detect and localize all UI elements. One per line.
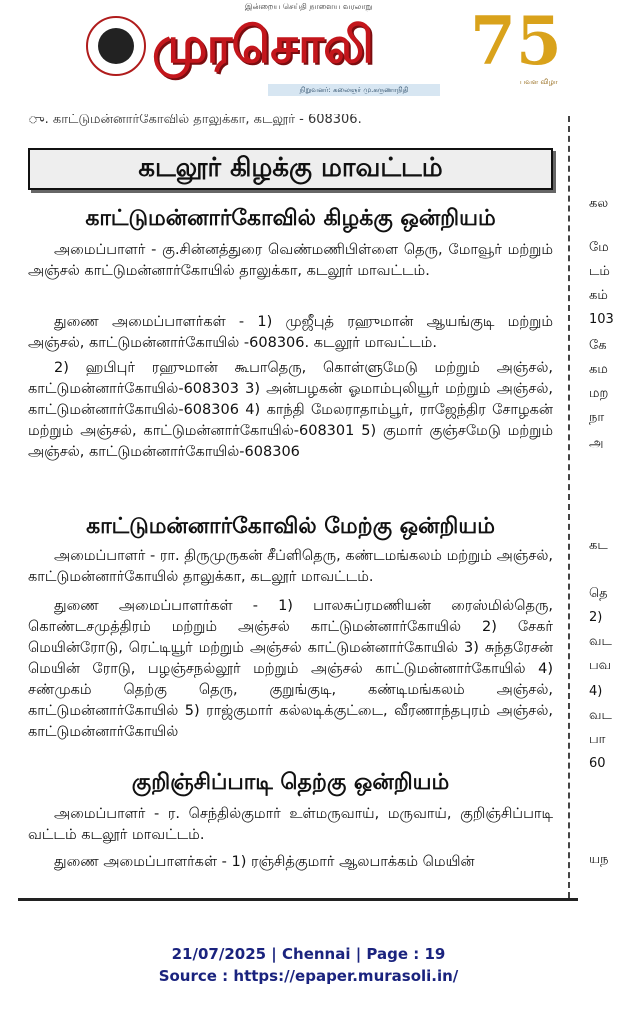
founder-strip: நிறுவனர்: கலைஞர் மு.கருணாநிதி: [268, 84, 440, 96]
clipped-fragment: நா: [589, 410, 605, 425]
clipped-fragment: 4): [589, 684, 603, 699]
source-link[interactable]: Source : https://epaper.murasoli.in/: [158, 967, 459, 985]
clipped-fragment: கே: [589, 338, 607, 353]
clipped-fragment: கல: [589, 196, 609, 211]
section-heading-kurinjipadi-south: குறிஞ்சிப்பாடி தெற்கு ஒன்றியம்: [131, 770, 450, 795]
clipped-fragment: 2): [589, 610, 603, 625]
section-paragraph: அமைப்பாளர் - ர. செந்தில்குமார் உள்மருவாய், மருவாய், குறிஞ்சிப்பாடி வட்டம் கடலூர் மாவட்டம்.: [28, 806, 553, 843]
clipped-fragment: பவ: [589, 658, 612, 673]
column-divider: [568, 116, 570, 898]
section-paragraph: துணை அமைப்பாளர்கள் - 1) ரஞ்சித்குமார் ஆலபாக்கம் மெயின்: [54, 854, 475, 870]
clipped-fragment: பா: [589, 732, 606, 747]
section-paragraph: துணை அமைப்பாளர்கள் - 1) பாலசுப்ரமணியன் ரைஸ்மில்தெரு, கொண்டசமுத்திரம் மற்றும் அஞ்சல் காட்டுமன்னார்கோயில் 2) சேகர் மெயின்ரோடு, ரெட்டியூர் மற்றும் அஞ்சல் காட்டுமன்னார்கோயில் 3) சுந்தரேசன் மெயின் ரோடு, பழஞ்சநல்லூர் மற்றும் அஞ்சல் காட்டுமன்னார்கோயில் 4) சண்முகம் தெற்கு தெரு, குறுங்குடி, கண்டிமங்கலம் அஞ்சல், காட்டுமன்னார்கோயில் 5) ராஜ்குமார் கல்லடிக்குட்டை, வீரணாந்தபுரம் அஞ்சல், காட்டுமன்னார்கோயில்: [28, 598, 553, 740]
district-title: கடலூர் கிழக்கு மாவட்டம்: [28, 148, 553, 190]
cut-off-line: ு. காட்டுமன்னார்கோவில் தாலுக்கா, கடலூர் - 608306.: [28, 114, 362, 126]
section-heading-kattumannarkoil-west: காட்டுமன்னார்கோவில் மேற்கு ஒன்றியம்: [86, 514, 495, 539]
clipped-fragment: அ: [589, 436, 604, 451]
clipped-fragment: 60: [589, 756, 606, 771]
section-paragraph: 2) ஹபிபுர் ரஹுமான் கூபாதெரு, கொள்ளுமேடு மற்றும் அஞ்சல், காட்டுமன்னார்கோயில்-608303 3) அன்பழகன் ஓமாம்புலியூர் மற்றும் அஞ்சல், காட்டுமன்னார்கோயில்-608306 4) காந்தி மேலராதாம்பூர், ராஜேந்திர சோழகன் மற்றும் அஞ்சல், காட்டுமன்னார்கோயில்-608301 5) குமார் குஞ்சமேடு மற்றும் அஞ்சல், காட்டுமன்னார்கோயில்-608306: [28, 360, 553, 460]
page-footer: [0, 943, 617, 987]
section-paragraph: அமைப்பாளர் - கு.சின்னத்துரை வெண்மணிபிள்ளை தெரு, மோவூர் மற்றும் அஞ்சல் காட்டுமன்னார்கோயில் தாலுக்கா, கடலூர் மாவட்டம்.: [28, 242, 553, 279]
clipped-fragment: கம: [589, 362, 608, 377]
section-paragraph: அமைப்பாளர் - ரா. திருமுருகன் சீப்ளிதெரு, கண்டமங்கலம் மற்றும் அஞ்சல், காட்டுமன்னார்கோயில் தாலுக்கா, கடலூர் மாவட்டம்.: [28, 548, 553, 585]
section-paragraph: துணை அமைப்பாளர்கள் - 1) முஜீபுத் ரஹுமான் ஆயங்குடி மற்றும் அஞ்சல், காட்டுமன்னார்கோயில் -608306. கடலூர் மாவட்டம்.: [28, 314, 553, 351]
clipped-fragment: கட: [589, 538, 608, 553]
clipped-fragment: கம்: [589, 288, 608, 303]
clipped-fragment: தெ: [589, 586, 608, 601]
clipped-fragment: வட: [589, 708, 612, 723]
anniversary-label: பவள விழா: [520, 78, 558, 86]
edition-info: 21/07/2025 | Chennai | Page : 19: [171, 945, 446, 963]
newspaper-logo: முரசொலி: [152, 16, 373, 74]
clipped-fragment: யந: [589, 852, 609, 867]
clipped-fragment: டம்: [589, 264, 610, 279]
party-emblem-icon: [86, 16, 146, 76]
adjacent-column-clipped: [587, 116, 617, 898]
clipped-fragment: வட: [589, 634, 612, 649]
clipped-fragment: மே: [589, 240, 609, 255]
clipped-fragment: மற: [589, 386, 609, 401]
masthead-tagline: இன்றைய செய்தி நாளைய வரலாறு: [244, 2, 373, 11]
clipped-fragment: 103: [589, 312, 614, 327]
anniversary-number: 75: [470, 2, 562, 80]
masthead: [0, 0, 617, 112]
section-heading-kattumannarkoil-east: காட்டுமன்னார்கோவில் கிழக்கு ஒன்றியம்: [85, 206, 496, 231]
